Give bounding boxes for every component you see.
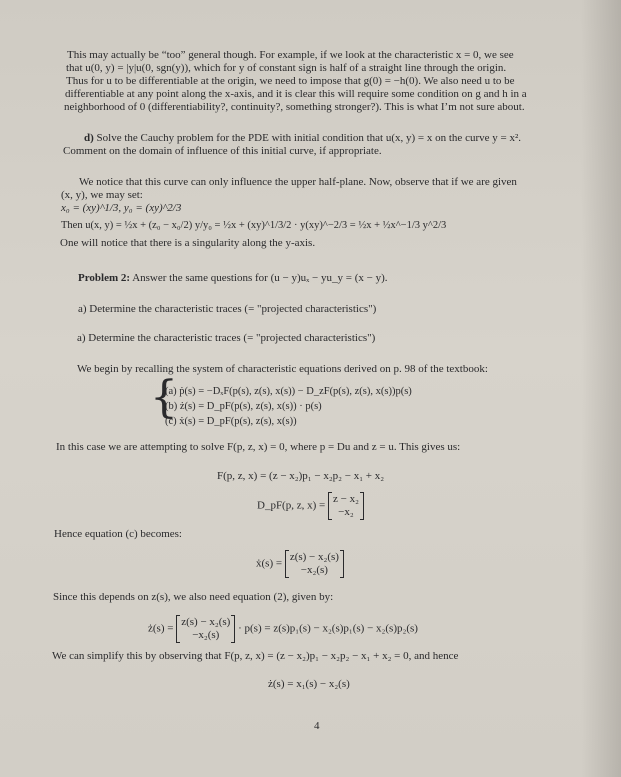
- system-eq-b: (b) ż(s) = D_pF(p(s), z(s), x(s)) · p(s): [165, 401, 322, 412]
- equation-then-u: Then u(x, y) = ½x + (z₀ − x₀/2) y/y₀ = ½x + (xy)^1/3/2 · y(xy)^−2/3 = ½x + ½x^−1/3 y^2/3: [61, 220, 447, 231]
- para2-line-1: We notice that this curve can only influence the upper half-plane. Now, observe that if we are given: [79, 176, 517, 188]
- equation-DpF-entry-1: z − x₂: [332, 493, 359, 505]
- equation-DpF-lhs: D_pF(p, z, x) =: [257, 499, 326, 512]
- equation-F: F(p, z, x) = (z − x₂)p₁ − x₂p₂ − x₁ + x₂: [217, 470, 385, 482]
- hence-c-line: Hence equation (c) becomes:: [54, 528, 182, 540]
- equation-xdot-entry-1: z(s) − x₂(s): [289, 551, 339, 563]
- equation-zdot-matrix: [176, 615, 235, 643]
- system-eq-a: (a) ṗ(s) = −DₓF(p(s), z(s), x(s)) − D_zF(p(s), z(s), x(s))p(s): [165, 386, 412, 397]
- para1-line-5: neighborhood of 0 (differentiability?, continuity?, something stronger?). This is what I’m not sure about.: [64, 101, 525, 113]
- equation-xdot: [256, 550, 344, 578]
- page-number: 4: [314, 720, 320, 732]
- equation-DpF-entry-2: −x₂: [338, 506, 354, 518]
- recall-line: We begin by recalling the system of characteristic equations derived on p. 98 of the textbook:: [77, 363, 488, 375]
- problem-2-line: [78, 272, 388, 285]
- equation-zdot-entry-2: −x₂(s): [192, 629, 220, 641]
- para1-line-3: Thus for u to be differentiable at the origin, we need to impose that g(0) = −h(0). We also need u to be: [66, 75, 515, 87]
- equation-xdot-matrix: [285, 550, 344, 578]
- part-d-line-1: [84, 132, 521, 145]
- simplify-line: We can simplify this by observing that F(p, z, x) = (z − x₂)p₁ − x₂p₂ − x₁ + x₂ = 0, and hence: [52, 650, 459, 662]
- para1-line-2: that u(0, y) = |y|u(0, sgn(y)), which for y of constant sign is half of a straight line through the origin.: [66, 62, 507, 74]
- equation-final: ż(s) = x₁(s) − x₂(s): [268, 678, 350, 690]
- equation-zdot-lhs: ż(s) =: [148, 622, 174, 635]
- equation-xdot-lhs: ẋ(s) =: [256, 557, 283, 570]
- part-d-label: d): [84, 132, 94, 144]
- equation-zdot-entry-1: z(s) − x₂(s): [181, 616, 231, 628]
- system-eq-c: (c) ẋ(s) = D_pF(p(s), z(s), x(s)): [165, 416, 297, 427]
- part-d-text: Solve the Cauchy problem for the PDE with initial condition that u(x, y) = x on the curve y = x².: [96, 132, 521, 144]
- problem-2-title: Problem 2:: [78, 272, 131, 284]
- equation-xdot-entry-2: −x₂(s): [300, 564, 328, 576]
- attempt-line: In this case we are attempting to solve F(p, z, x) = 0, where p = Du and z = u. This gives us:: [56, 441, 461, 453]
- since-line: Since this depends on z(s), we also need equation (2), given by:: [53, 591, 334, 603]
- equation-zdot-rhs: · p(s) = z(s)p₁(s) − x₂(s)p₁(s) − x₂(s)p₂(s): [238, 622, 418, 635]
- para2-line-2: (x, y), we may set:: [61, 189, 143, 201]
- equation-DpF-matrix: [328, 492, 364, 520]
- para1-line-4: differentiable at any point along the x-axis, and it is clear this will require some condition on g and h in a: [65, 88, 527, 100]
- singularity-note: One will notice that there is a singularity along the y-axis.: [60, 237, 316, 249]
- equation-x0: x₀ = (xy)^1/3, y₀ = (xy)^2/3: [61, 202, 182, 214]
- system-brace: {: [150, 372, 178, 423]
- para1-line-1: This may actually be “too” general though. For example, if we look at the characteristic x = 0, we see: [67, 49, 514, 61]
- part-a-line-2: a) Determine the characteristic traces (= "projected characteristics"): [77, 332, 376, 344]
- equation-zdot: [148, 615, 418, 643]
- problem-2-text: Answer the same questions for (u − y)uₓ − yu_y = (x − y).: [132, 272, 388, 284]
- equation-DpF: [257, 492, 364, 520]
- part-a-line-1: a) Determine the characteristic traces (= "projected characteristics"): [78, 303, 377, 315]
- part-d-line-2: Comment on the domain of influence of this initial curve, if appropriate.: [63, 145, 382, 157]
